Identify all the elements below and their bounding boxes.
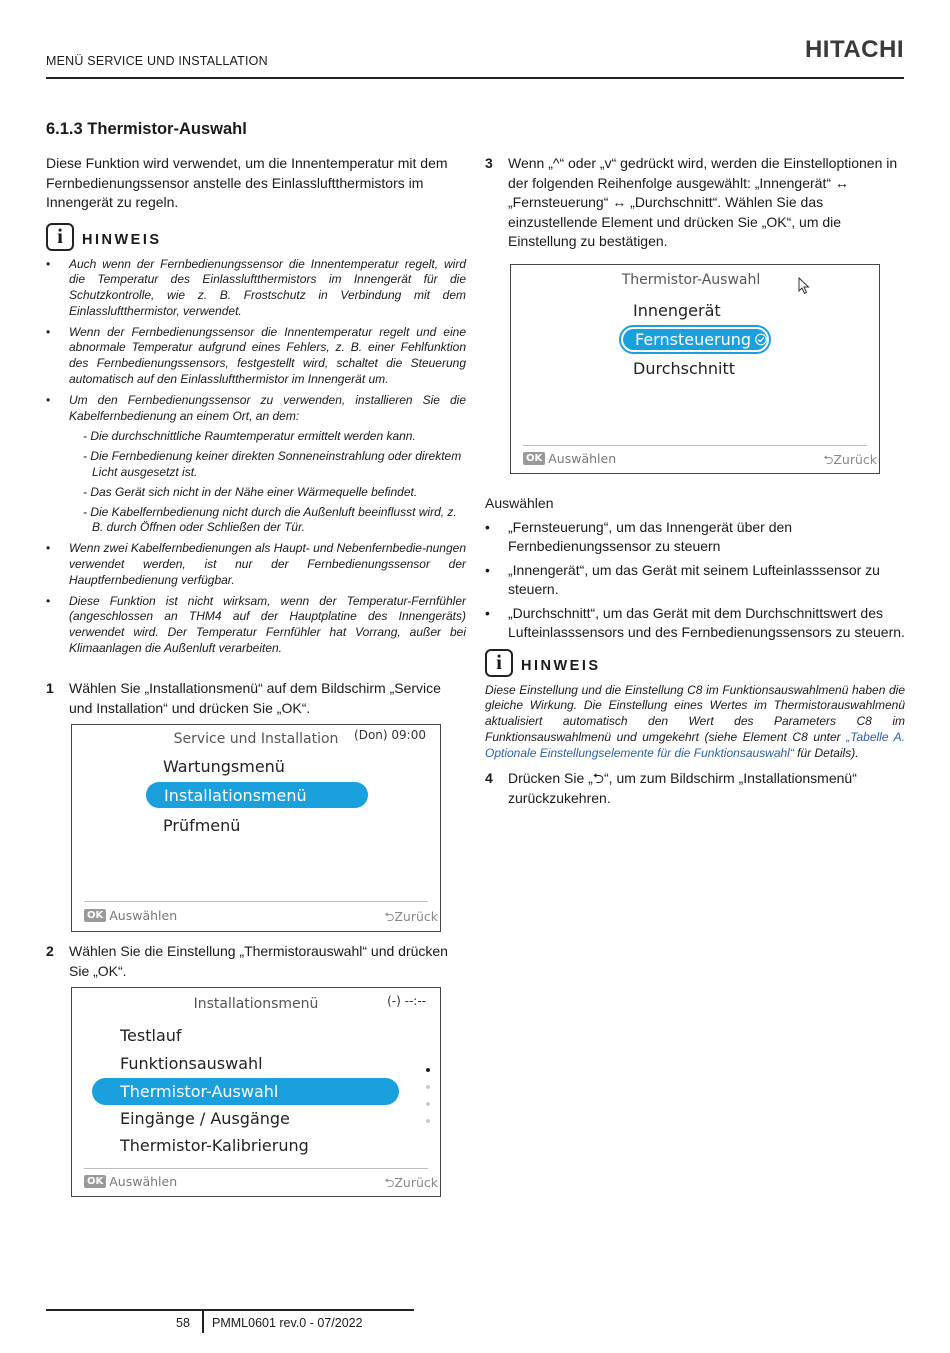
option-durchschnitt[interactable]: Durchschnitt: [633, 359, 736, 378]
ok-select-button[interactable]: [84, 1174, 177, 1189]
menu-item-installationsmenu-selected[interactable]: Installationsmenü: [146, 782, 368, 808]
step-text: Wählen Sie „Installationsmenü“ auf dem Bildschirm „Service und Installation“ und drücken Sie „OK“.: [69, 680, 441, 716]
step-text: Wenn „^“ oder „v“ gedrückt wird, werden die Einstelloptionen in der folgenden Reihenfolge ausgewählt: „Innengerät“ ↔ „Fernsteuerung“ ↔ „Durchschnitt“. Wählen Sie das einzustellende Element und drücken Sie „OK“, um die Einstellung zu bestätigen.: [508, 155, 898, 249]
scroll-indicator-dot: [426, 1119, 430, 1123]
note-text: Diese Einstellung und die Einstellung C8 im Funktionsauswahlmenü haben die gleiche Wirkung. Die Einstellung eines Wertes im Thermistorauswahlmenü aktualisiert automatisch den Wert des Parameters C8 im Funktionsauswahlmenü und umgekehrt (siehe Element C8 unter: [485, 682, 905, 744]
back-button[interactable]: ⮌Zurück: [384, 1175, 438, 1190]
select-option-item: • „Innengerät“, um das Gerät mit seinem Lufteinlasssensor zu steuern.: [485, 561, 905, 600]
note-item: • Wenn der Fernbedienungssensor die Innentemperatur regelt und eine abnormale Temperatur aufgrund eines Fehlers, z. B. einer Fehlfunktion des Fernbedienungssensors, festgestellt wird, schaltet die Steuerung automatisch auf den Einlassluftthermistor im Innengerät um.: [46, 325, 466, 388]
hinweis-label: HINWEIS: [521, 657, 601, 674]
note-item: • Diese Funktion ist nicht wirksam, wenn der Temperatur-Fernfühler (angeschlossen an THM4 auf der Hauptplatine des Innengeräts) verwendet wird. Der Temperatur Fernfühler hat Vorrang, außer bei Klimaanlagen die Außenluft verarbeiten.: [46, 594, 466, 657]
section-title: 6.1.3 Thermistor-Auswahl: [46, 120, 247, 138]
hitachi-logo: HITACHI: [804, 36, 904, 63]
scroll-indicator-dot: [426, 1068, 430, 1072]
step-4: [485, 769, 905, 808]
hinweis-heading: [485, 649, 905, 677]
note-item: • Wenn zwei Kabelfernbedienungen als Haupt- und Nebenfernbedie-nungen verwendet werden, ist nur der Fernbedienungssensor der Hauptfernbedienung verfügbar.: [46, 541, 466, 588]
info-icon: i: [46, 223, 74, 251]
screen-time: (Don) 09:00: [354, 728, 426, 742]
footer-divider: [84, 901, 428, 902]
menu-item-wartungsmenu[interactable]: Wartungsmenü: [163, 757, 285, 776]
note-item: • Auch wenn der Fernbedienungssensor die Innentemperatur regelt, wird die Temperatur des Einlassluftthermistors im Innengerät für die Schutzkontrolle, wie z. B. Frostschutz in Verbindung mit dem Einlassluftthermistor, verwendet.: [46, 257, 466, 320]
step-3: [485, 154, 905, 252]
select-section: [485, 494, 905, 808]
notes-list: [46, 257, 466, 657]
checkmark-icon: [755, 331, 767, 348]
ok-label: Auswählen: [109, 908, 178, 923]
menu-item-eingaenge-ausgaenge[interactable]: Eingänge / Ausgänge: [120, 1109, 290, 1128]
scroll-indicator-dot: [426, 1085, 430, 1089]
ok-label: Auswählen: [109, 1174, 178, 1189]
step-1: [46, 679, 466, 718]
menu-item-testlauf[interactable]: Testlauf: [120, 1026, 182, 1045]
ok-select-button[interactable]: [523, 451, 616, 466]
mouse-cursor-icon: [798, 277, 810, 295]
ok-label: Auswählen: [548, 451, 617, 466]
note-item-text: Um den Fernbedienungssensor zu verwenden, installieren Sie die Kabelfernbedienung an einem Ort, an dem:: [69, 392, 466, 423]
step-number: 4: [485, 770, 493, 787]
menu-item-thermistor-kalibrierung[interactable]: Thermistor-Kalibrierung: [120, 1136, 309, 1155]
footer-divider: [84, 1168, 428, 1169]
menu-item-thermistor-auswahl-selected[interactable]: Thermistor-Auswahl: [92, 1078, 399, 1105]
screen-service-installation: [71, 724, 441, 932]
step-text: Wählen Sie die Einstellung „Thermistorauswahl“ und drücken Sie „OK“.: [69, 943, 448, 979]
intro-paragraph: Diese Funktion wird verwendet, um die Innentemperatur mit dem Fernbedienungssensor anstelle des Einlassluftthermistors im Innengerät zu regeln.: [46, 155, 448, 210]
note-text: für Details).: [793, 745, 859, 760]
page-number: 58: [176, 1316, 190, 1330]
subnote-item: - Die Fernbedienung keiner direkten Sonneneinstrahlung oder direktem Licht ausgesetzt ist.: [83, 449, 462, 480]
select-option-item: • „Durchschnitt“, um das Gerät mit dem Durchschnittswert des Lufteinlasssensors und des Fernbedienungssensors zu steuern.: [485, 604, 905, 643]
subnote-item: - Die Kabelfernbedienung nicht durch die Außenluft beeinflusst wird, z. B. durch Öffnen oder Schließen der Tür.: [83, 504, 457, 535]
subnotes-list: [69, 429, 466, 536]
hinweis-label: HINWEIS: [82, 231, 162, 248]
ok-key: OK: [523, 452, 545, 465]
step-number: 2: [46, 943, 54, 959]
select-option-item: • „Fernsteuerung“, um das Innengerät über den Fernbedienungssensor zu steuern: [485, 518, 905, 557]
ok-key: OK: [84, 909, 106, 922]
menu-item-funktionsauswahl[interactable]: Funktionsauswahl: [120, 1054, 263, 1073]
step-number: 1: [46, 680, 54, 696]
screen-title: Installationsmenü: [193, 996, 319, 1012]
screen-title: Service und Installation: [173, 731, 339, 747]
subnote-item: - Die durchschnittliche Raumtemperatur ermittelt werden kann.: [83, 429, 416, 444]
right-column: [485, 154, 905, 252]
screen-installationsmenu: [71, 987, 441, 1197]
note-c8-paragraph: [485, 683, 905, 762]
back-button[interactable]: ⮌Zurück: [823, 452, 877, 467]
screen-title: Thermistor-Auswahl: [621, 272, 761, 288]
scroll-indicator-dot: [426, 1102, 430, 1106]
select-heading: Auswählen: [485, 495, 554, 511]
header-divider: [46, 77, 904, 79]
ok-key: OK: [84, 1175, 106, 1188]
step-number: 3: [485, 155, 493, 171]
option-label: Fernsteuerung: [635, 330, 752, 349]
option-fernsteuerung-selected[interactable]: [619, 325, 771, 354]
screen-time: (-) --:--: [387, 994, 426, 1008]
footer-separator: [202, 1311, 204, 1333]
document-reference: PMML0601 rev.0 - 07/2022: [212, 1316, 363, 1330]
step-text: Drücken Sie „⮌“, um zum Bildschirm „Installationsmenü“ zurückzukehren.: [508, 770, 857, 806]
option-innengeraet[interactable]: Innengerät: [633, 301, 721, 320]
ok-select-button[interactable]: [84, 908, 177, 923]
table-a-link[interactable]: „Tabelle A. Optionale Einstellungselemente für die Funktionsauswahl“: [485, 729, 905, 760]
menu-item-prufmenu[interactable]: Prüfmenü: [163, 816, 241, 835]
left-column: [46, 154, 466, 662]
info-icon: i: [485, 649, 513, 677]
back-button[interactable]: ⮌Zurück: [384, 909, 438, 924]
subnote-item: - Das Gerät sich nicht in der Nähe einer Wärmequelle befindet.: [83, 484, 418, 499]
hinweis-heading: [46, 223, 466, 251]
header-section-title: MENÜ SERVICE UND INSTALLATION: [46, 54, 268, 68]
note-item: [46, 393, 466, 536]
footer-divider: [523, 445, 867, 446]
select-options-list: [485, 518, 905, 643]
footer-divider: [46, 1309, 414, 1311]
step-2: [46, 942, 466, 981]
screen-thermistor-auswahl: [510, 264, 880, 474]
